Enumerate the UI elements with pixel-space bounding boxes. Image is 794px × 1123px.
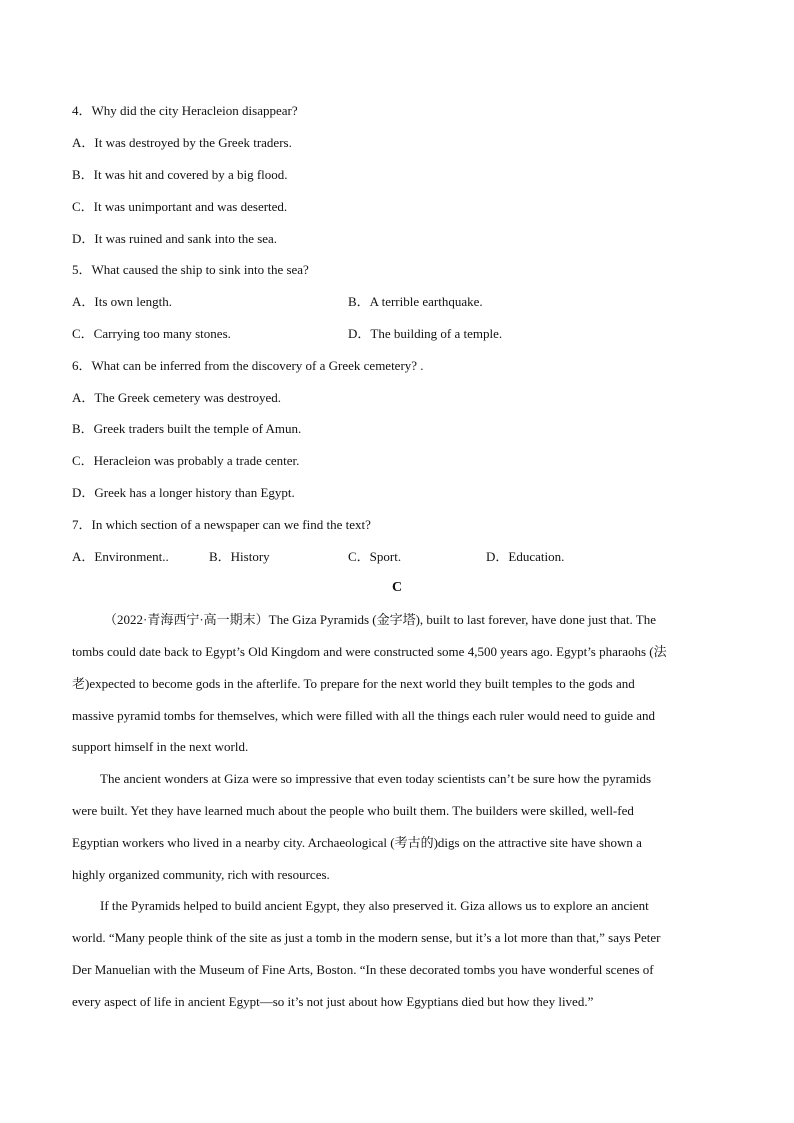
- paragraph-3-line-2: world. “Many people think of the site as just a tomb in the modern sense, but it’s a lot more than that,” says Peter: [72, 930, 661, 945]
- paragraph-1-line-2: tombs could date back to Egypt’s Old Kingdom and were constructed some 4,500 years ago. Egypt’s pharaohs (法: [72, 644, 667, 659]
- question-6-option-d: D．Greek has a longer history than Egypt.: [72, 485, 295, 500]
- paragraph-1-line-4: massive pyramid tombs for themselves, which were filled with all the things each ruler would need to guide and: [72, 708, 656, 723]
- question-4-option-b: B．It was hit and covered by a big flood.: [72, 167, 288, 182]
- section-heading: C: [391, 580, 403, 595]
- question-7-option-a: A．Environment..: [72, 549, 169, 564]
- paragraph-2-line-2: were built. Yet they have learned much about the people who built them. The builders were skilled, well-fed: [72, 803, 634, 818]
- paragraph-2-line-4: highly organized community, rich with resources.: [72, 867, 330, 882]
- paragraph-2-line-1: The ancient wonders at Giza were so impressive that even today scientists can’t be sure how the pyramids: [100, 771, 652, 786]
- question-5-option-d: D．The building of a temple.: [348, 326, 503, 341]
- question-7-option-c: C．Sport.: [348, 549, 402, 564]
- paragraph-3-line-4: every aspect of life in ancient Egypt—so it’s not just about how Egyptians died but how they lived.”: [72, 994, 594, 1009]
- paragraph-1-line-1: （2022·青海西宁·高一期末）The Giza Pyramids (金字塔), built to last forever, have done just that. The: [104, 612, 656, 627]
- question-5-option-b: B．A terrible earthquake.: [348, 294, 483, 309]
- question-4-stem: 4．Why did the city Heracleion disappear?: [72, 103, 298, 118]
- question-7-option-d: D．Education.: [486, 549, 565, 564]
- question-5-option-a: A．Its own length.: [72, 294, 173, 309]
- question-6-option-a: A．The Greek cemetery was destroyed.: [72, 390, 281, 405]
- question-4-option-a: A．It was destroyed by the Greek traders.: [72, 135, 292, 150]
- paragraph-1-line-3: 老)expected to become gods in the afterlife. To prepare for the next world they built temples to the gods and: [72, 676, 635, 691]
- question-5-option-c: C．Carrying too many stones.: [72, 326, 231, 341]
- question-6-stem: 6．What can be inferred from the discovery of a Greek cemetery? .: [72, 358, 424, 373]
- paragraph-3-line-3: Der Manuelian with the Museum of Fine Arts, Boston. “In these decorated tombs you have wonderful scenes of: [72, 962, 654, 977]
- paragraph-1-line-5: support himself in the next world.: [72, 739, 249, 754]
- paragraph-2-line-3: Egyptian workers who lived in a nearby city. Archaeological (考古的)digs on the attractive site have shown a: [72, 835, 642, 850]
- question-6-option-b: B．Greek traders built the temple of Amun.: [72, 421, 302, 436]
- question-7-stem: 7．In which section of a newspaper can we find the text?: [72, 517, 371, 532]
- question-4-option-d: D．It was ruined and sank into the sea.: [72, 231, 278, 246]
- question-7-option-b: B．History: [209, 549, 270, 564]
- paragraph-3-line-1: If the Pyramids helped to build ancient Egypt, they also preserved it. Giza allows us to explore an ancient: [100, 898, 649, 913]
- question-5-stem: 5．What caused the ship to sink into the sea?: [72, 262, 309, 277]
- question-4-option-c: C．It was unimportant and was deserted.: [72, 199, 288, 214]
- question-6-option-c: C．Heracleion was probably a trade center.: [72, 453, 300, 468]
